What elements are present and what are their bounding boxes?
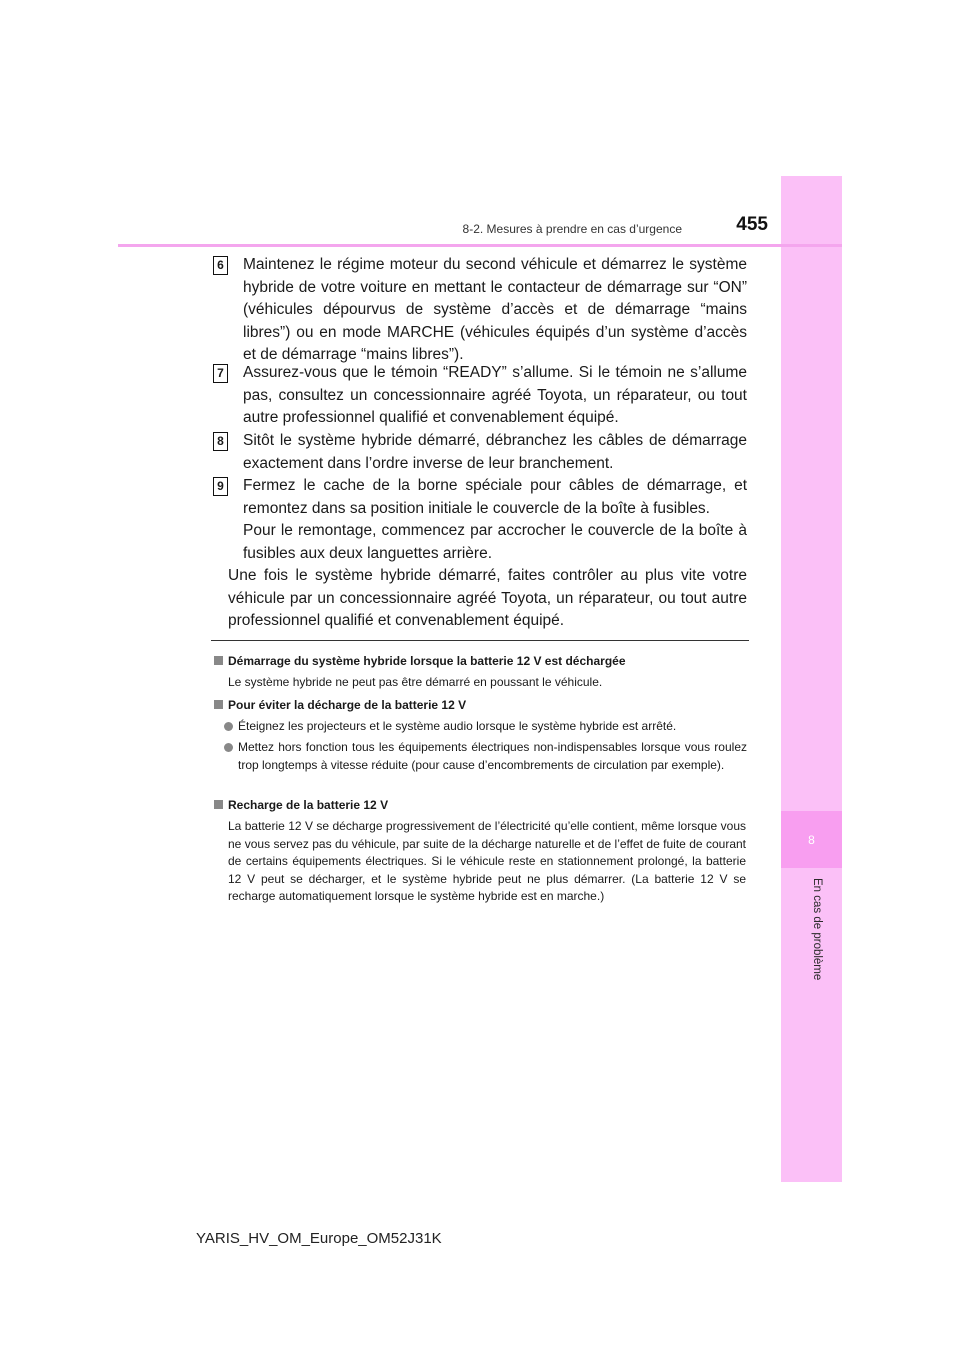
step-number-badge: 6 [213, 256, 228, 275]
note-title-text: Pour éviter la décharge de la batterie 12 V [228, 698, 467, 712]
step-text [243, 254, 747, 367]
note-title [214, 797, 748, 814]
list-item-text: Mettez hors fonction tous les équipements électriques non-indispensables lorsque vous roulez trop longtemps à vitesse réduite (pour cause d’encombrements de circulation par exemple). [238, 740, 747, 772]
closing-paragraph: Une fois le système hybride démarré, faites contrôler au plus vite votre véhicule par un concessionnaire agréé Toyota, un réparateur, ou tout autre professionnel qualifié et convenablement équipé. [228, 567, 747, 629]
header-divider [118, 244, 842, 247]
step-number-badge: 8 [213, 432, 228, 451]
step-line: Assurez-vous que le témoin “READY” s’allume. Si le témoin ne s’allume pas, consultez un concessionnaire agréé Toyota, un réparateur, ou tout autre professionnel qualifié et convenablement équipé. [243, 364, 747, 426]
list-item [224, 739, 747, 774]
step-6 [213, 254, 747, 367]
chapter-sidebar [781, 176, 842, 1182]
round-bullet-icon [224, 722, 233, 731]
note-title [214, 653, 748, 670]
round-bullet-icon [224, 743, 233, 752]
step-line: Maintenez le régime moteur du second véhicule et démarrez le système hybride de votre voiture en mettant le contacteur de démarrage sur “ON” (véhicules dépourvus de système d’accès et de démarrage “mains libres”) ou en mode MARCHE (véhicules équipés d’un système d’accès et de démarrage “mains libres”). [243, 256, 747, 363]
list-item-text: Éteignez les projecteurs et le système audio lorsque le système hybride est arrêté. [238, 719, 677, 733]
step-number-badge: 9 [213, 477, 228, 496]
step-line: Pour le remontage, commencez par accrocher le couvercle de la boîte à fusibles aux deux languettes arrière. [243, 522, 747, 562]
document-id: YARIS_HV_OM_Europe_OM52J31K [196, 1230, 442, 1247]
note-title-text: Recharge de la batterie 12 V [228, 798, 389, 812]
step-text [243, 430, 747, 475]
page-number: 455 [736, 214, 768, 235]
chapter-number-tab[interactable]: 8 [781, 811, 842, 868]
step-line: Fermez le cache de la borne spéciale pour câbles de démarrage, et remontez dans sa position initiale le couvercle de la boîte à fusibles. [243, 477, 747, 517]
list-item [224, 718, 747, 736]
step-text [243, 475, 747, 565]
square-bullet-icon [214, 656, 223, 665]
note-title-text: Démarrage du système hybride lorsque la batterie 12 V est déchargée [228, 654, 626, 668]
step-number-badge: 7 [213, 364, 228, 383]
step-8 [213, 430, 747, 475]
section-divider [211, 640, 749, 641]
note-body: La batterie 12 V se décharge progressivement de l’électricité qu’elle contient, même lorsque vous ne vous servez pas du véhicule, par suite de la décharge naturelle et de l’effet de fuite de courant de certains équipements électriques. Si le véhicule reste en stationnement prolongé, la batterie 12 V peut se décharger, et le système hybride peut ne plus démarrer. (La batterie 12 V se recharge automatiquement lorsque le système hybride est en marche.) [228, 819, 746, 903]
step-7 [213, 362, 747, 430]
section-title: 8-2. Mesures à prendre en cas d’urgence [462, 222, 682, 236]
square-bullet-icon [214, 800, 223, 809]
square-bullet-icon [214, 700, 223, 709]
step-9 [213, 475, 747, 565]
note-body: Le système hybride ne peut pas être démarré en poussant le véhicule. [228, 675, 603, 689]
step-text [243, 362, 747, 430]
note-title [214, 697, 748, 714]
chapter-label: En cas de problème [811, 878, 823, 981]
step-line: Sitôt le système hybride démarré, débranchez les câbles de démarrage exactement dans l’ordre inverse de leur branchement. [243, 432, 747, 472]
